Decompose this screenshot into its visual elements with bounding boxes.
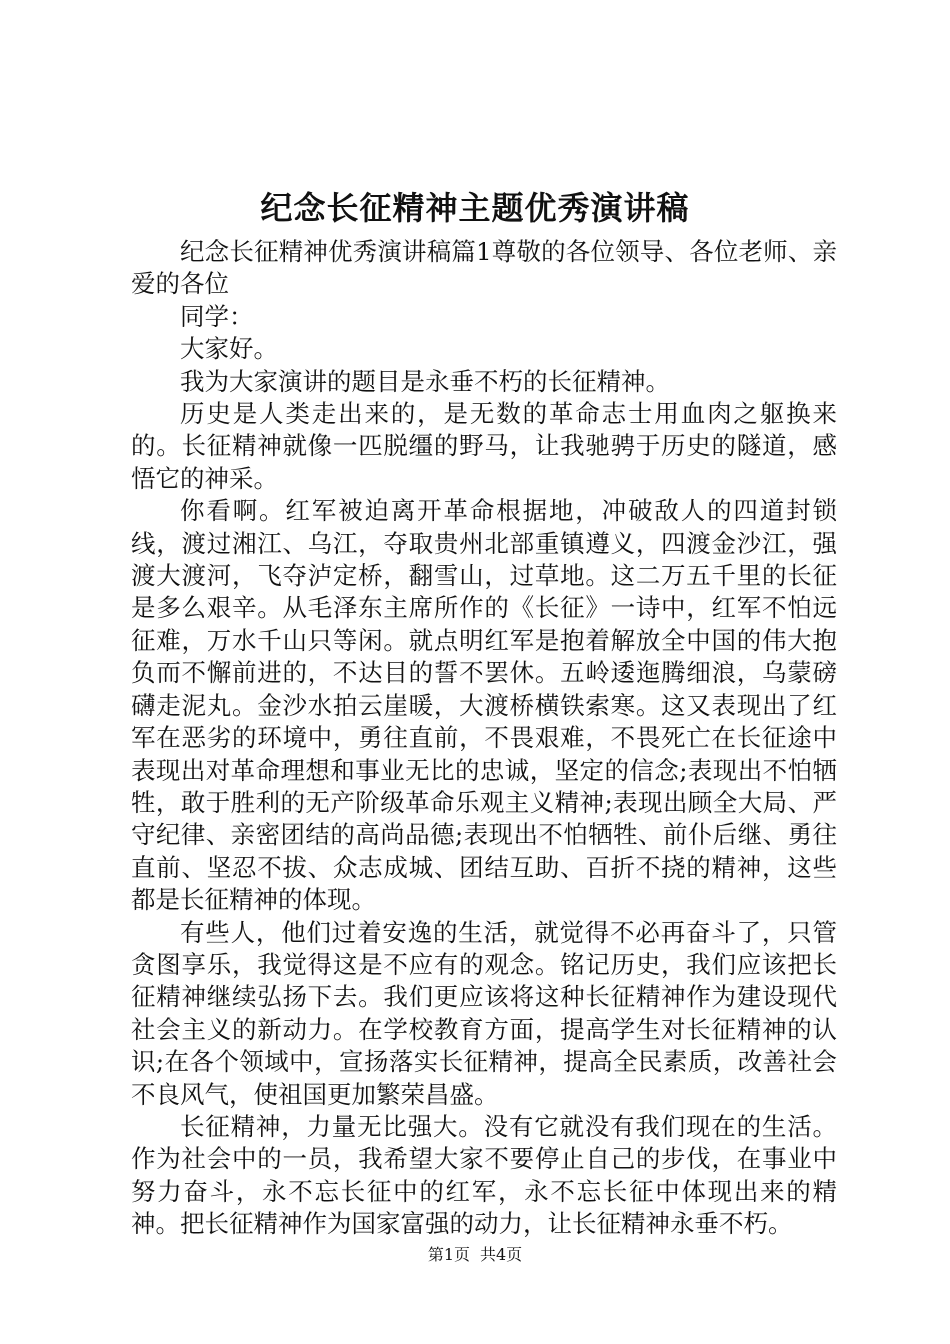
- page-number: 第1页: [427, 1245, 470, 1264]
- document-title: 纪念长征精神主题优秀演讲稿: [260, 189, 690, 227]
- page-footer: [0, 1243, 950, 1267]
- paragraph: 你看啊。红军被迫离开革命根据地，冲破敌人的四道封锁线，渡过湘江、乌江，夺取贵州北部重镇遵义，四渡金沙江，强渡大渡河，飞夺泸定桥，翻雪山，过草地。这二万五千里的长征是多么艰辛。从毛泽东主席所作的《长征》一诗中，红军不怕远征难，万水千山只等闲。就点明红军是抱着解放全中国的伟大抱负而不懈前进的，不达目的誓不罢休。五岭逶迤腾细浪，乌蒙磅礴走泥丸。金沙水拍云崖暖，大渡桥横铁索寒。这又表现出了红军在恶劣的环境中，勇往直前，不畏艰难，不畏死亡在长征途中表现出对革命理想和事业无比的忠诚，坚定的信念;表现出不怕牺牲，敢于胜利的无产阶级革命乐观主义精神;表现出顾全大局、严守纪律、亲密团结的高尚品德;表现出不怕牺牲、前仆后继、勇往直前、坚忍不拔、众志成城、团结互助、百折不挠的精神，这些都是长征精神的体现。: [131, 496, 837, 915]
- paragraph: 有些人，他们过着安逸的生活，就觉得不必再奋斗了，只管贪图享乐，我觉得这是不应有的观念。铭记历史，我们应该把长征精神继续弘扬下去。我们更应该将这种长征精神作为建设现代社会主义的新动力。在学校教育方面，提高学生对长征精神的认识;在各个领域中，宣扬落实长征精神，提高全民素质，改善社会不良风气，使祖国更加繁荣昌盛。: [131, 917, 837, 1109]
- paragraph: 同学：: [180, 301, 254, 331]
- paragraph: 历史是人类走出来的，是无数的革命志士用血肉之躯换来的。长征精神就像一匹脱缰的野马，让我驰骋于历史的隧道，感悟它的神采。: [131, 399, 837, 493]
- document-body: [131, 236, 837, 1241]
- paragraph: 我为大家演讲的题目是永垂不朽的长征精神。: [180, 366, 670, 396]
- page-total: 共4页: [480, 1245, 523, 1264]
- paragraph: 大家好。: [180, 334, 278, 364]
- paragraph: 纪念长征精神优秀演讲稿篇1尊敬的各位领导、各位老师、亲爱的各位: [131, 237, 837, 299]
- paragraph: 长征精神，力量无比强大。没有它就没有我们现在的生活。作为社会中的一员，我希望大家不要停止自己的步伐，在事业中努力奋斗，永不忘长征中的红军，永不忘长征中体现出来的精神。把长征精神作为国家富强的动力，让长征精神永垂不朽。: [131, 1111, 837, 1239]
